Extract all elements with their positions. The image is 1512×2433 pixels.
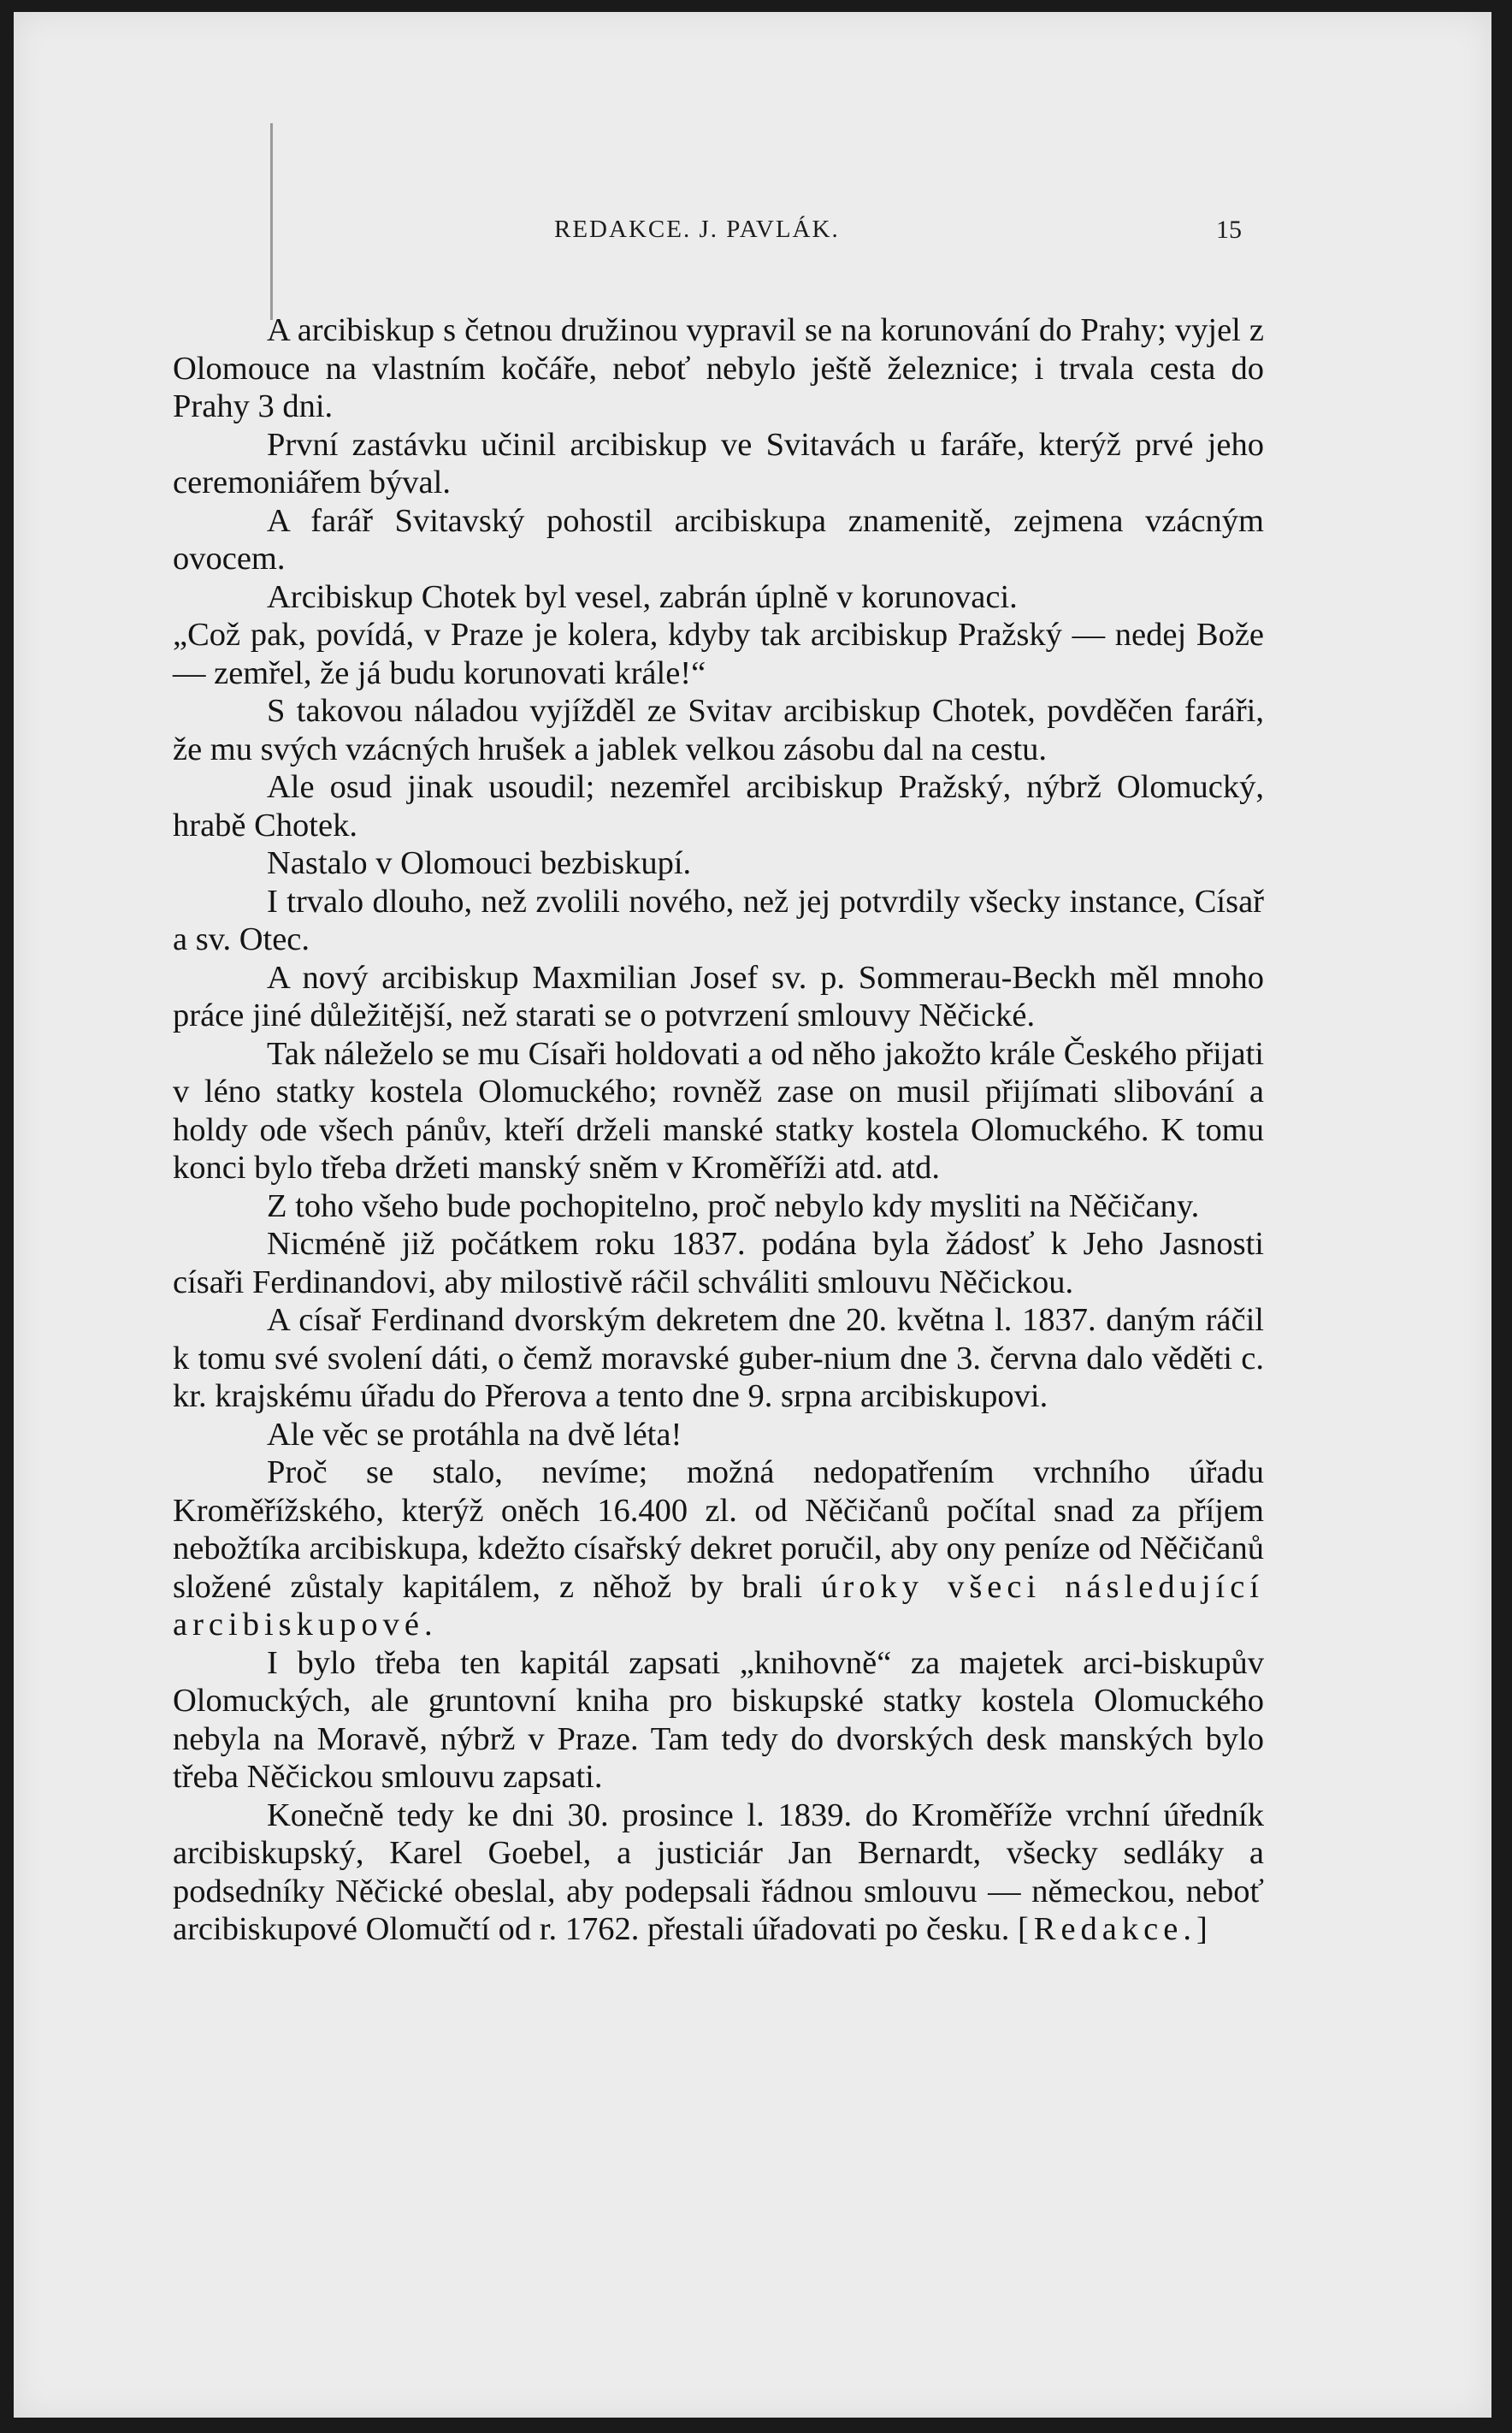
- paragraph: I trvalo dlouho, než zvolili nového, než jej potvrdily všecky instance, Císař a sv. Otec.: [173, 883, 1264, 957]
- paragraph: [173, 1453, 1264, 1644]
- paragraph: A arcibiskup s četnou družinou vypravil se na korunování do Prahy; vyjel z Olomouce na vlastním kočáře, neboť nebylo ještě železnice; i trvala cesta do Prahy 3 dni.: [173, 312, 1264, 424]
- paragraph: A císař Ferdinand dvorským dekretem dne 20. května l. 1837. daným ráčil k tomu své svolení dáti, o čemž moravské guber-nium dne 3. června dalo věděti c. kr. krajskému úřadu do Přerova a tento dne 9. srpna arcibiskupovi.: [173, 1302, 1264, 1414]
- paragraph: Nastalo v Olomouci bezbiskupí.: [267, 845, 692, 881]
- paragraph: Ale věc se protáhla na dvě léta!: [267, 1416, 682, 1453]
- paragraph: První zastávku učinil arcibiskup ve Svitavách u faráře, kterýž prvé jeho ceremoniářem býval.: [173, 426, 1264, 500]
- paragraph-text: Konečně tedy ke dni 30. prosince l. 1839. do Kroměříže vrchní úředník arcibiskupský, Karel Goebel, a justiciár Jan Bernardt, všecky sedláky a podsedníky Něčické obeslal, aby podepsali řádnou smlouvu — německou, neboť arcibiskupové Olomučtí od r. 1762. přestali úřadovati po česku.: [173, 1797, 1264, 1947]
- paragraph-text: Proč se stalo, nevíme; možná nedopatřením vrchního úřadu Kroměřížského, kterýž oněch 16.400 zl. od Něčičanů počítal snad za příjem nebožtíka arcibiskupa, kdežto císařský dekret poručil, aby ony peníze od Něčičanů složené zůstaly kapitálem, z něhož by brali: [173, 1454, 1264, 1605]
- paragraph: Nicméně již počátkem roku 1837. podána byla žádosť k Jeho Jasnosti císaři Ferdinandovi, aby milostivě ráčil schváliti smlouvu Něčickou.: [173, 1226, 1264, 1300]
- paragraph: Tak náleželo se mu Císaři holdovati a od něho jakožto krále Českého přijati v léno statky kostela Olomuckého; rovněž zase on musil přijímati slibování a holdy ode všech pánův, kteří drželi manské statky kostela Olomuckého. K tomu konci bylo třeba držeti manský sněm v Kroměříži atd. atd.: [173, 1035, 1264, 1186]
- spaced-emphasis: úroky všeci následující arcibiskupové.: [173, 1568, 1264, 1643]
- page: [14, 12, 1491, 2418]
- running-head: REDAKCE. J. PAVLÁK.: [554, 216, 840, 243]
- paragraph: A farář Svitavský pohostil arcibiskupa znamenitě, zejmena vzácným ovocem.: [173, 502, 1264, 577]
- paragraph: I bylo třeba ten kapitál zapsati „knihovně“ za majetek arci-biskupův Olomuckých, ale gruntovní kniha pro biskupské statky kostela Olomuckého nebyla na Moravě, nýbrž v Praze. Tam tedy do dvorských desk manských bylo třeba Něčickou smlouvu zapsati.: [173, 1644, 1264, 1795]
- paragraph: S takovou náladou vyjížděl ze Svitav arcibiskup Chotek, povděčen faráři, že mu svých vzácných hrušek a jablek velkou zásobu dal na cestu.: [173, 693, 1264, 767]
- paragraph: Ale osud jinak usoudil; nezemřel arcibiskup Pražský, nýbrž Olomucký, hrabě Chotek.: [173, 769, 1264, 844]
- page-number: 15: [1216, 216, 1242, 244]
- page-header: [14, 216, 1491, 250]
- paragraph: Z toho všeho bude pochopitelno, proč nebylo kdy mysliti na Něčičany.: [267, 1187, 1200, 1224]
- paragraph: Arcibiskup Chotek byl vesel, zabrán úplně v korunovaci.: [267, 578, 1018, 615]
- editor-signature: [Redakce.]: [1017, 1911, 1213, 1947]
- paragraph: A nový arcibiskup Maxmilian Josef sv. p. Sommerau-Beckh měl mnoho práce jiné důležitější, než starati se o potvrzení smlouvy Něčické.: [173, 959, 1264, 1033]
- paragraph: [173, 1797, 1264, 1949]
- body-text: [173, 311, 1264, 1949]
- paragraph: „Což pak, povídá, v Praze je kolera, kdyby tak arcibiskup Pražský — nedej Bože — zemřel, že já budu korunovati krále!“: [173, 617, 1264, 691]
